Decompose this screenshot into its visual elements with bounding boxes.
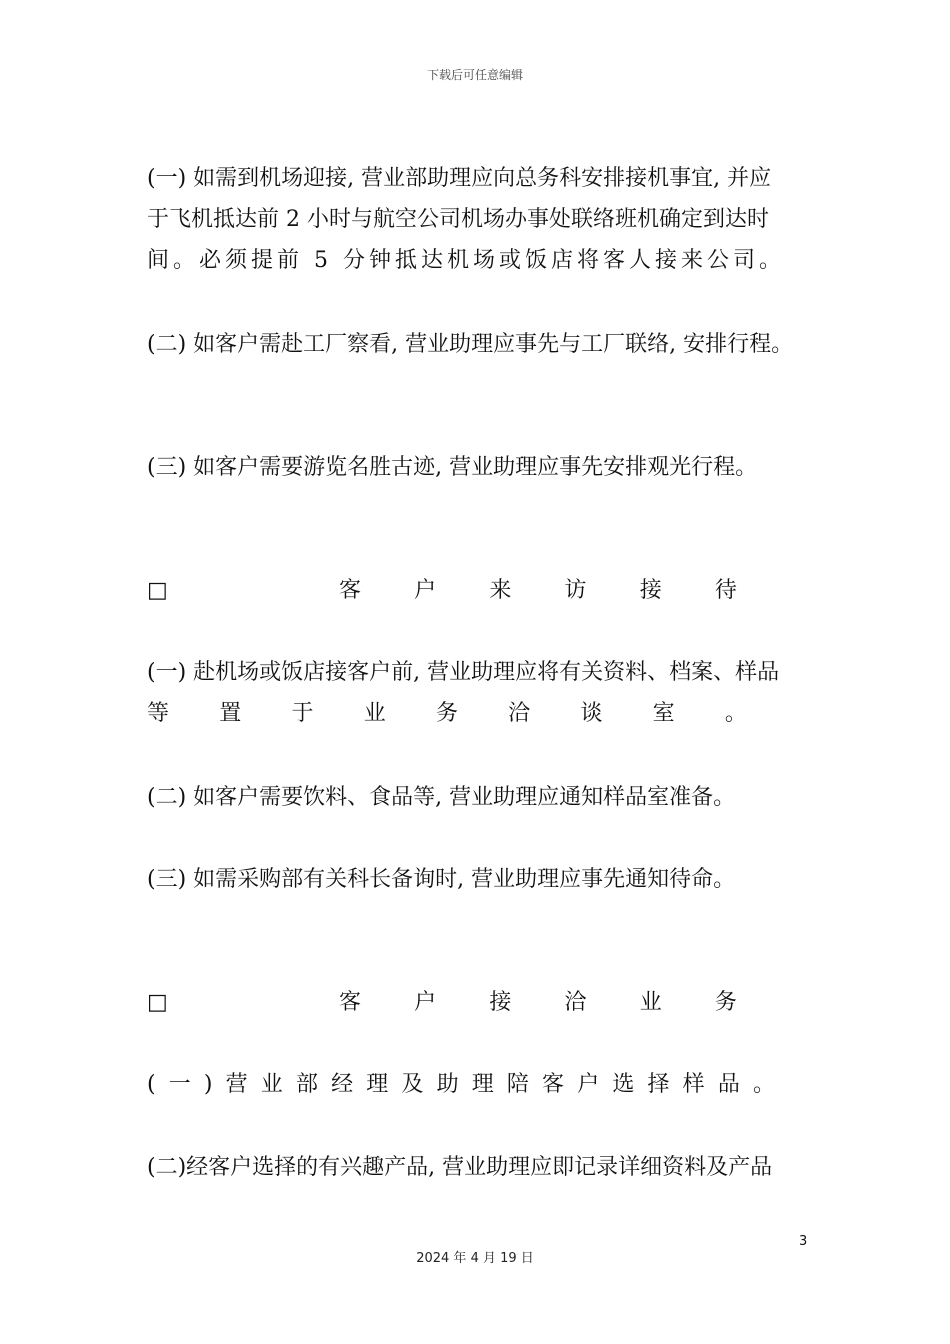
paragraph-line: (一) 如需到机场迎接, 营业部助理应向总务科安排接机事宜, 并应 [147,166,772,191]
spread-char: 助 [436,1072,459,1097]
spread-char: 业 [363,701,386,726]
section-heading-business-negotiation [147,982,737,1023]
spread-char: 于 [291,701,314,726]
paragraph-sightseeing: (三) 如客户需要游览名胜古迹, 营业助理应事先安排观光行程。 [147,455,758,480]
paragraph-select-samples [147,1064,775,1105]
heading-char: 接 [639,578,662,603]
heading-char: 务 [714,990,737,1015]
spread-char: 室 [652,701,675,726]
heading-char: 户 [414,578,437,603]
paragraph-airport-pickup [147,158,812,281]
paragraph-line [147,240,812,281]
heading-char: 待 [714,578,737,603]
spread-char: ( [147,1072,156,1097]
spread-char: 。 [724,701,747,726]
spread-char: 选 [612,1072,635,1097]
heading-char: 洽 [564,990,587,1015]
spread-char: 经 [331,1072,354,1097]
line-text: 间。必须提前 5 分钟抵达机场或饭店将客人接来公司。 [147,248,785,273]
spread-char: 务 [435,701,458,726]
heading-char: 来 [489,578,512,603]
spread-char: 理 [471,1072,494,1097]
checkbox-symbol: □ [147,990,168,1015]
spread-char: 业 [260,1072,283,1097]
heading-char: 业 [639,990,662,1015]
spread-char: 营 [225,1072,248,1097]
spread-char: 等 [147,701,170,726]
page-header: 下载后可任意编辑 [426,68,523,82]
spread-char: 谈 [580,701,603,726]
spread-char: 置 [219,701,242,726]
spread-char: 样 [682,1072,705,1097]
spread-char: 一 [168,1072,191,1097]
spread-char: ) [203,1072,213,1097]
spread-char: 及 [401,1072,424,1097]
spread-char: 部 [295,1072,318,1097]
spread-char: 理 [366,1072,389,1097]
checkbox-symbol: □ [147,578,168,603]
paragraph-line: 于飞机抵达前 2 小时与航空公司机场办事处联络班机确定到达时 [147,207,769,232]
paragraph-line: (一) 赴机场或饭店接客户前, 营业助理应将有关资料、档案、样品 [147,660,780,685]
page-footer-date: 2024 年 4 月 19 日 [416,1251,534,1266]
spread-char: 户 [577,1072,600,1097]
heading-char: 客 [338,578,361,603]
page-number: 3 [799,1234,808,1249]
paragraph-refreshments: (二) 如客户需要饮料、食品等, 营业助理应通知样品室准备。 [147,785,736,810]
spread-char: 品 [717,1072,740,1097]
spread-char: 客 [542,1072,565,1097]
spread-char: 择 [647,1072,670,1097]
heading-char: 接 [489,990,512,1015]
paragraph-prepare-materials [147,652,812,734]
heading-char: 户 [414,990,437,1015]
heading-char: 客 [338,990,361,1015]
paragraph-record-details: (二)经客户选择的有兴趣产品, 营业助理应即记录详细资料及产品 [147,1155,773,1180]
spread-char: 洽 [508,701,531,726]
paragraph-line-spread [147,693,747,734]
spread-char: 。 [752,1072,775,1097]
spread-char: 陪 [506,1072,529,1097]
paragraph-purchasing-standby: (三) 如需采购部有关科长备询时, 营业助理应事先通知待命。 [147,867,736,892]
section-heading-visit-reception [147,570,737,611]
heading-char: 访 [564,578,587,603]
paragraph-factory-visit: (二) 如客户需赴工厂察看, 营业助理应事先与工厂联络, 安排行程。 [147,332,794,357]
